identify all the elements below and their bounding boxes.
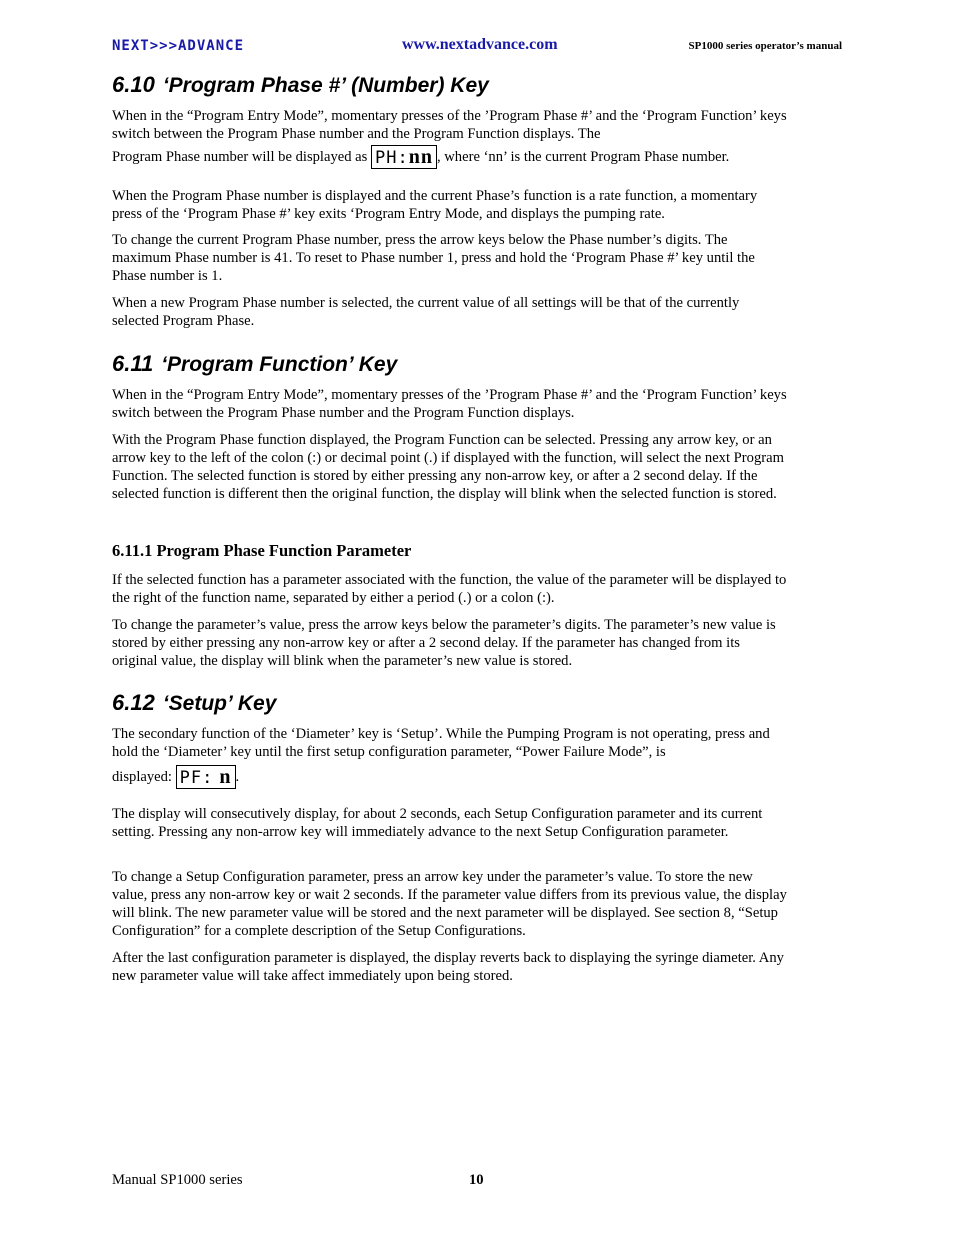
section-6-11-heading [112,351,397,377]
page-number: 10 [469,1172,484,1188]
brand-logo: NEXT>>>ADVANCE [112,38,245,54]
lcd-value: nn [408,146,433,168]
paragraph: When the Program Phase number is displayed and the current Phase’s function is a rate function, a momentary press of the ‘Program Phase #’ key exits ‘Program Entry Mode, and displays the pumping rate. [112,188,758,222]
section-number: 6.10 [112,72,155,97]
lcd-segment-text: PH: [375,148,409,168]
paragraph: When a new Program Phase number is selected, the current value of all settings will be that of the currently selected Program Phase. [112,295,740,329]
paragraph: When in the “Program Entry Mode”, momentary presses of the ’Program Phase #’ and the ‘Program Function’ keys switch between the Program Phase number and the Program Function displays. [112,387,787,421]
paragraph-with-display [112,145,787,169]
section-title: ‘Program Function’ Key [161,353,398,376]
paragraph: With the Program Phase function displayed, the Program Function can be selected. Pressing any arrow key, or an arrow key to the left of the colon (:) or decimal point (.) if displayed with the function, will select the next Program Function. The selected function is stored by either pressing any non-arrow key, or after a 2 second delay. If the selected function is different then the original function, the display will blink when the selected function is stored. [112,432,784,502]
paragraph: To change a Setup Configuration parameter, press an arrow key under the parameter’s value. To store the new value, press any non-arrow key or wait 2 seconds. If the parameter value differs from its previous value, the display will blink. The new parameter value will be stored and the next parameter will be displayed. See section 8, “Setup Configuration” for a complete description of the Setup Configurations. [112,869,787,939]
section-number: 6.12 [112,690,155,715]
text: Program Phase number will be displayed as [112,149,368,165]
section-6-12-heading [112,690,276,716]
section-title: ‘Program Phase #’ (Number) Key [162,74,489,97]
lcd-segment-text: PF: [179,768,214,788]
paragraph: The display will consecutively display, for about 2 seconds, each Setup Configuration parameter and its current setting. Pressing any non-arrow key will immediately advance to the next Setup Configuration parameter. [112,806,763,840]
paragraph: The secondary function of the ‘Diameter’ key is ‘Setup’. While the Pumping Program is not operating, press and hold the ‘Diameter’ key until the first setup configuration parameter, “Power Failure Mode”, is [112,726,770,760]
footer-manual: Manual SP1000 series [112,1172,243,1188]
lcd-value: n [213,766,232,788]
text: , where ‘nn’ is the current Program Phase number. [436,149,730,165]
paragraph: To change the parameter’s value, press the arrow keys below the parameter’s digits. The parameter’s new value is stored by either pressing any non-arrow key or after a 2 second delay. If the parameter has changed from its original value, the display will blink when the parameter’s new value is stored. [112,617,776,669]
paragraph: If the selected function has a parameter associated with the function, the value of the parameter will be displayed to the right of the function name, separated by either a period (.) or a colon (:). [112,572,787,606]
section-6-10-heading [112,72,489,98]
text: . [235,769,240,785]
lcd-display-phase [371,145,437,169]
paragraph: After the last configuration parameter is displayed, the display reverts back to displaying the syringe diameter. Any new parameter value will take affect immediately upon being stored. [112,950,784,984]
paragraph: To change the current Program Phase number, press the arrow keys below the Phase number’s digits. The maximum Phase number is 41. To reset to Phase number 1, press and hold the ‘Program Phase #’ key until the Phase number is 1. [112,232,755,284]
subsection-heading: 6.11.1 Program Phase Function Parameter [112,541,412,560]
website-link[interactable]: www.nextadvance.com [402,36,558,53]
section-number: 6.11 [112,351,154,376]
page-header [112,36,842,58]
text: displayed: [112,769,172,785]
paragraph-with-display [112,765,787,789]
paragraph: When in the “Program Entry Mode”, momentary presses of the ’Program Phase #’ and the ‘Program Function’ keys switch between the Program Phase number and the Program Function displays. The [112,108,787,142]
lcd-display-power-failure [176,765,236,789]
manual-title: SP1000 series operator’s manual [688,40,842,52]
section-title: ‘Setup’ Key [162,692,277,715]
